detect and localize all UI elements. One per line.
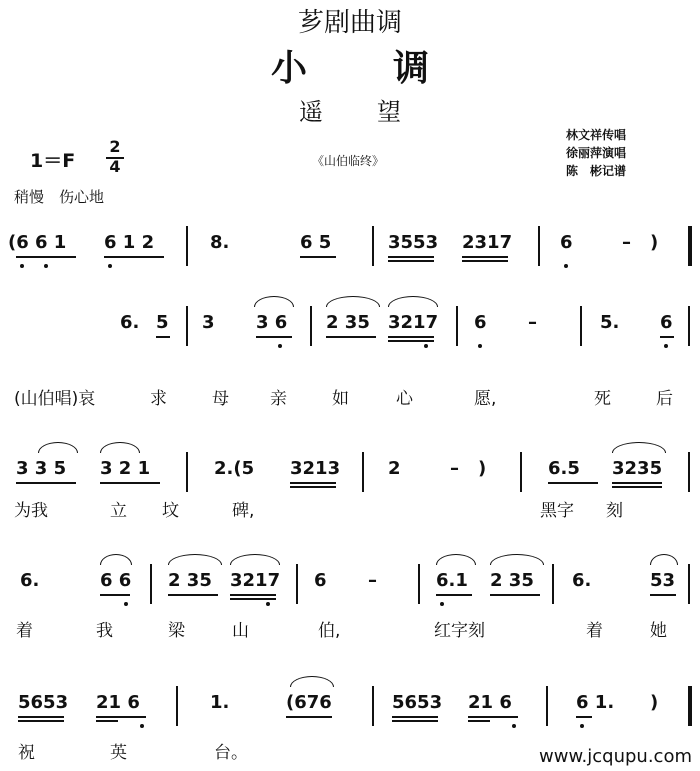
underline xyxy=(388,336,434,338)
underline xyxy=(300,256,336,258)
octave-dot xyxy=(108,264,112,268)
octave-dot xyxy=(664,344,668,348)
note-group: 6. xyxy=(120,312,140,333)
slur xyxy=(436,554,476,565)
underline xyxy=(548,482,598,484)
lyric: 心 xyxy=(396,389,413,409)
note-group: 3 xyxy=(202,312,215,333)
credit-line: 徐丽萍演唱 xyxy=(566,146,627,160)
underline xyxy=(392,720,438,722)
note-group: 53 xyxy=(650,570,676,591)
note-group: (676 xyxy=(286,692,332,713)
note-group: (6 6 1 xyxy=(8,232,67,253)
slur xyxy=(100,554,132,565)
underline xyxy=(18,720,64,722)
lyric: 梁 xyxy=(168,621,185,641)
note-group: ) xyxy=(650,232,659,253)
lyric: 着 xyxy=(16,621,33,641)
underline xyxy=(96,716,146,718)
underline xyxy=(18,716,64,718)
note-group: 6. xyxy=(20,570,40,591)
note-group: 2317 xyxy=(462,232,513,253)
underline xyxy=(230,594,276,596)
note-group: 1. xyxy=(210,692,230,713)
underline xyxy=(100,594,130,596)
lyric: 立 xyxy=(110,501,127,521)
underline xyxy=(290,482,336,484)
octave-dot xyxy=(140,724,144,728)
slur xyxy=(254,296,294,307)
underline xyxy=(388,260,434,262)
lyric: 亲 xyxy=(270,389,287,409)
lyric: 英 xyxy=(110,743,127,763)
lyric: 后 xyxy=(656,389,673,409)
bar-line xyxy=(688,452,690,492)
note-group: 3213 xyxy=(290,458,341,479)
note-group: 5. xyxy=(600,312,620,333)
note-group: 6 xyxy=(560,232,573,253)
lyric: 死 xyxy=(594,389,611,409)
underline xyxy=(388,340,434,342)
underline xyxy=(96,720,118,722)
lyric: 愿, xyxy=(474,389,497,409)
lyric: 祝 xyxy=(18,743,35,763)
underline xyxy=(468,720,490,722)
tempo-marking: 稍慢 伤心地 xyxy=(14,188,105,206)
slur xyxy=(38,442,78,453)
note-group: 5653 xyxy=(392,692,443,713)
bar-line xyxy=(186,226,188,266)
note-group: 6.1 xyxy=(436,570,468,591)
note-group: 6 5 xyxy=(300,232,332,253)
underline xyxy=(16,482,76,484)
lyric: 刻 xyxy=(606,501,623,521)
underline xyxy=(436,594,472,596)
staff-line-1 xyxy=(0,226,700,266)
lyric: 如 xyxy=(332,389,349,409)
bar-line xyxy=(372,686,374,726)
slur xyxy=(290,676,334,687)
underline xyxy=(612,482,662,484)
bar-line xyxy=(150,564,152,604)
credits xyxy=(566,126,626,180)
note-group: 3 3 5 xyxy=(16,458,67,479)
note-group: – xyxy=(450,458,459,479)
credit-line: 林文祥传唱 xyxy=(566,128,627,142)
note-group: – xyxy=(622,232,631,253)
bar-line xyxy=(362,452,364,492)
bar-line xyxy=(688,686,692,726)
slur xyxy=(612,442,666,453)
octave-dot xyxy=(266,602,270,606)
note-group: 2.(5 xyxy=(214,458,255,479)
note-group: 5 xyxy=(156,312,169,333)
lyric: 求 xyxy=(150,389,167,409)
underline xyxy=(16,256,76,258)
underline xyxy=(104,256,164,258)
underline xyxy=(156,336,170,338)
octave-dot xyxy=(278,344,282,348)
key-signature: 1＝F xyxy=(30,150,76,172)
octave-dot xyxy=(424,344,428,348)
slur xyxy=(230,554,280,565)
slur xyxy=(388,296,438,307)
octave-dot xyxy=(440,602,444,606)
lyric: 伯, xyxy=(318,621,341,641)
lyric: 坟 xyxy=(162,501,179,521)
bar-line xyxy=(688,306,690,346)
lyric: 着 xyxy=(586,621,603,641)
bar-line xyxy=(580,306,582,346)
note-group: 6 1 2 xyxy=(104,232,155,253)
octave-dot xyxy=(512,724,516,728)
underline xyxy=(612,486,662,488)
underline xyxy=(100,482,160,484)
octave-dot xyxy=(124,602,128,606)
note-group: 3 2 1 xyxy=(100,458,151,479)
underline xyxy=(490,594,540,596)
slur xyxy=(326,296,380,307)
lyric: 她 xyxy=(650,621,667,641)
lyric: 山 xyxy=(232,621,249,641)
lyrics-line-3 xyxy=(0,496,700,522)
note-group: ) xyxy=(650,692,659,713)
slur xyxy=(100,442,140,453)
note-group: 8. xyxy=(210,232,230,253)
note-group: 2 xyxy=(388,458,401,479)
note-group: 2 35 xyxy=(168,570,212,591)
note-group: – xyxy=(528,312,537,333)
note-group: 6 xyxy=(474,312,487,333)
slur xyxy=(650,554,678,565)
bar-line xyxy=(538,226,540,266)
note-group: ) xyxy=(478,458,487,479)
bar-line xyxy=(688,226,692,266)
lyrics-line-2 xyxy=(0,384,700,410)
note-group: 6 1. xyxy=(576,692,615,713)
bar-line xyxy=(372,226,374,266)
slur xyxy=(490,554,544,565)
lyric: 我 xyxy=(96,621,113,641)
underline xyxy=(326,336,376,338)
staff-line-3 xyxy=(0,452,700,492)
staff-line-4 xyxy=(0,564,700,604)
watermark: www.jcqupu.com xyxy=(539,746,692,767)
note-group: 6 xyxy=(314,570,327,591)
lyric: (山伯唱)哀 xyxy=(14,389,96,409)
underline xyxy=(388,256,434,258)
octave-dot xyxy=(580,724,584,728)
note-group: 21 6 xyxy=(468,692,512,713)
lyric: 母 xyxy=(212,389,229,409)
underline xyxy=(168,594,218,596)
octave-dot xyxy=(478,344,482,348)
octave-dot xyxy=(44,264,48,268)
lyric: 为我 xyxy=(14,501,48,521)
bar-line xyxy=(552,564,554,604)
note-group: 21 6 xyxy=(96,692,140,713)
bar-line xyxy=(520,452,522,492)
note-group: 6 6 xyxy=(100,570,132,591)
bar-line xyxy=(310,306,312,346)
lyric: 红字刻 xyxy=(434,621,485,641)
underline xyxy=(462,256,508,258)
staff-line-2 xyxy=(0,306,700,346)
octave-dot xyxy=(20,264,24,268)
note-group: 3217 xyxy=(388,312,439,333)
note-group: 3553 xyxy=(388,232,439,253)
bar-line xyxy=(176,686,178,726)
bar-line xyxy=(296,564,298,604)
note-group: 6.5 xyxy=(548,458,580,479)
note-group: 5653 xyxy=(18,692,69,713)
note-group: 6 xyxy=(660,312,673,333)
lyric: 黑字 xyxy=(540,501,574,521)
bar-line xyxy=(186,306,188,346)
bar-line xyxy=(546,686,548,726)
bar-line xyxy=(456,306,458,346)
genre-title: 芗剧曲调 xyxy=(297,8,402,38)
note-group: 3 6 xyxy=(256,312,288,333)
song-title: 小调 xyxy=(270,47,515,89)
underline xyxy=(230,598,276,600)
credit-line: 陈 彬记谱 xyxy=(566,164,627,178)
note-group: 3235 xyxy=(612,458,663,479)
song-subtitle: 遥望 xyxy=(299,98,455,126)
octave-dot xyxy=(564,264,568,268)
note-group: 6. xyxy=(572,570,592,591)
underline xyxy=(660,336,674,338)
slur xyxy=(168,554,222,565)
underline xyxy=(650,594,676,596)
lyrics-line-4 xyxy=(0,616,700,642)
note-group: 3217 xyxy=(230,570,281,591)
underline xyxy=(286,716,332,718)
underline xyxy=(256,336,292,338)
note-group: 2 35 xyxy=(490,570,534,591)
note-group: – xyxy=(368,570,377,591)
underline xyxy=(290,486,336,488)
underline xyxy=(576,716,592,718)
scene-title: 《山伯临终》 xyxy=(312,154,385,168)
underline xyxy=(392,716,438,718)
bar-line xyxy=(688,564,690,604)
underline xyxy=(462,260,508,262)
time-signature-top: 2 xyxy=(109,137,121,156)
lyric: 台。 xyxy=(214,743,248,763)
bar-line xyxy=(186,452,188,492)
staff-line-5 xyxy=(0,686,700,726)
lyric: 碑, xyxy=(232,501,255,521)
time-signature-bottom: 4 xyxy=(109,157,121,176)
bar-line xyxy=(418,564,420,604)
underline xyxy=(468,716,518,718)
note-group: 2 35 xyxy=(326,312,370,333)
